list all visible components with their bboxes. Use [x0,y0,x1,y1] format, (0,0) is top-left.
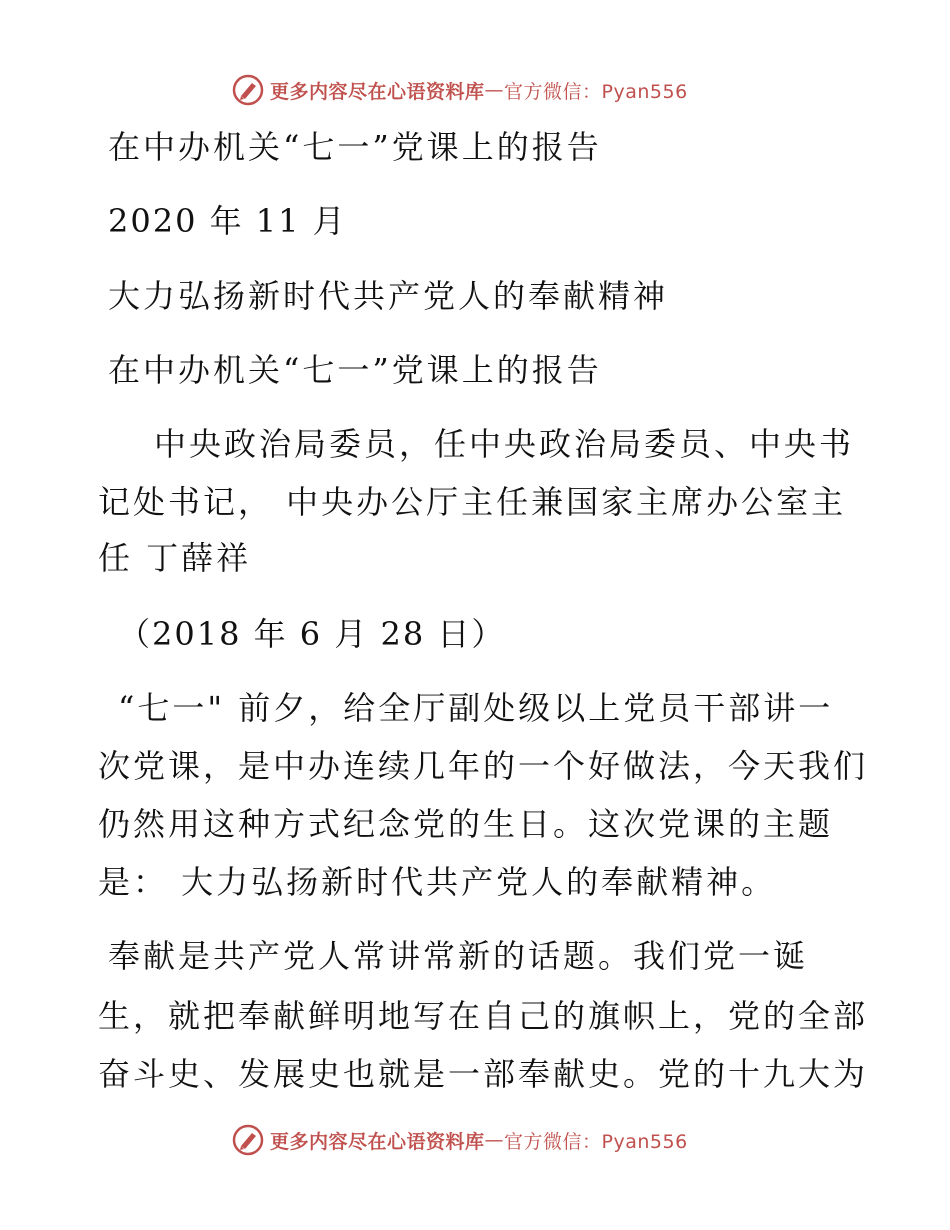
author-line: 中央政治局委员，任中央政治局委员、中央书 [154,425,855,463]
document-heading: 大力弘扬新时代共产党人的奉献精神 [108,277,669,315]
document-subheading: 在中办机关“七一”党课上的报告 [108,351,602,389]
watermark-header [232,72,688,108]
paragraph-line: “七一" 前夕，给全厅副处级以上党员干部讲一 [118,689,834,727]
watermark-separator: — [484,1129,505,1151]
paragraph-line: 仍然用这种方式纪念党的生日。这次党课的主题 [98,805,834,843]
document-date: 2020 年 11 月 [108,202,347,240]
paragraph-line: 次党课，是中办连续几年的一个好做法，今天我们 [98,747,869,785]
watermark-text: 更多内容尽在心语资料库 [270,80,485,103]
watermark-suffix: 官方微信：Pyan556 [504,80,688,103]
paragraph-line: 生，就把奉献鲜明地写在自己的旗帜上，党的全部 [98,997,869,1035]
watermark-text: 更多内容尽在心语资料库 [270,1130,485,1153]
pen-logo-icon [232,1124,264,1156]
paragraph-line: 是： 大力弘扬新时代共产党人的奉献精神。 [98,863,777,901]
paragraph-line: 奋斗史、发展史也就是一部奉献史。党的十九大为 [98,1055,869,1093]
document-title: 在中办机关“七一”党课上的报告 [108,128,602,166]
speech-date: （2018 年 6 月 28 日） [118,615,506,653]
watermark-separator: — [484,79,505,101]
watermark-footer [232,1122,688,1158]
author-line: 记处书记， 中央办公厅主任兼国家主席办公室主 [98,483,847,521]
paragraph-line: 奉献是共产党人常讲常新的话题。我们党一诞 [108,937,809,975]
watermark-suffix: 官方微信：Pyan556 [504,1130,688,1153]
pen-logo-icon [232,74,264,106]
author-line: 任 丁薛祥 [98,539,252,577]
